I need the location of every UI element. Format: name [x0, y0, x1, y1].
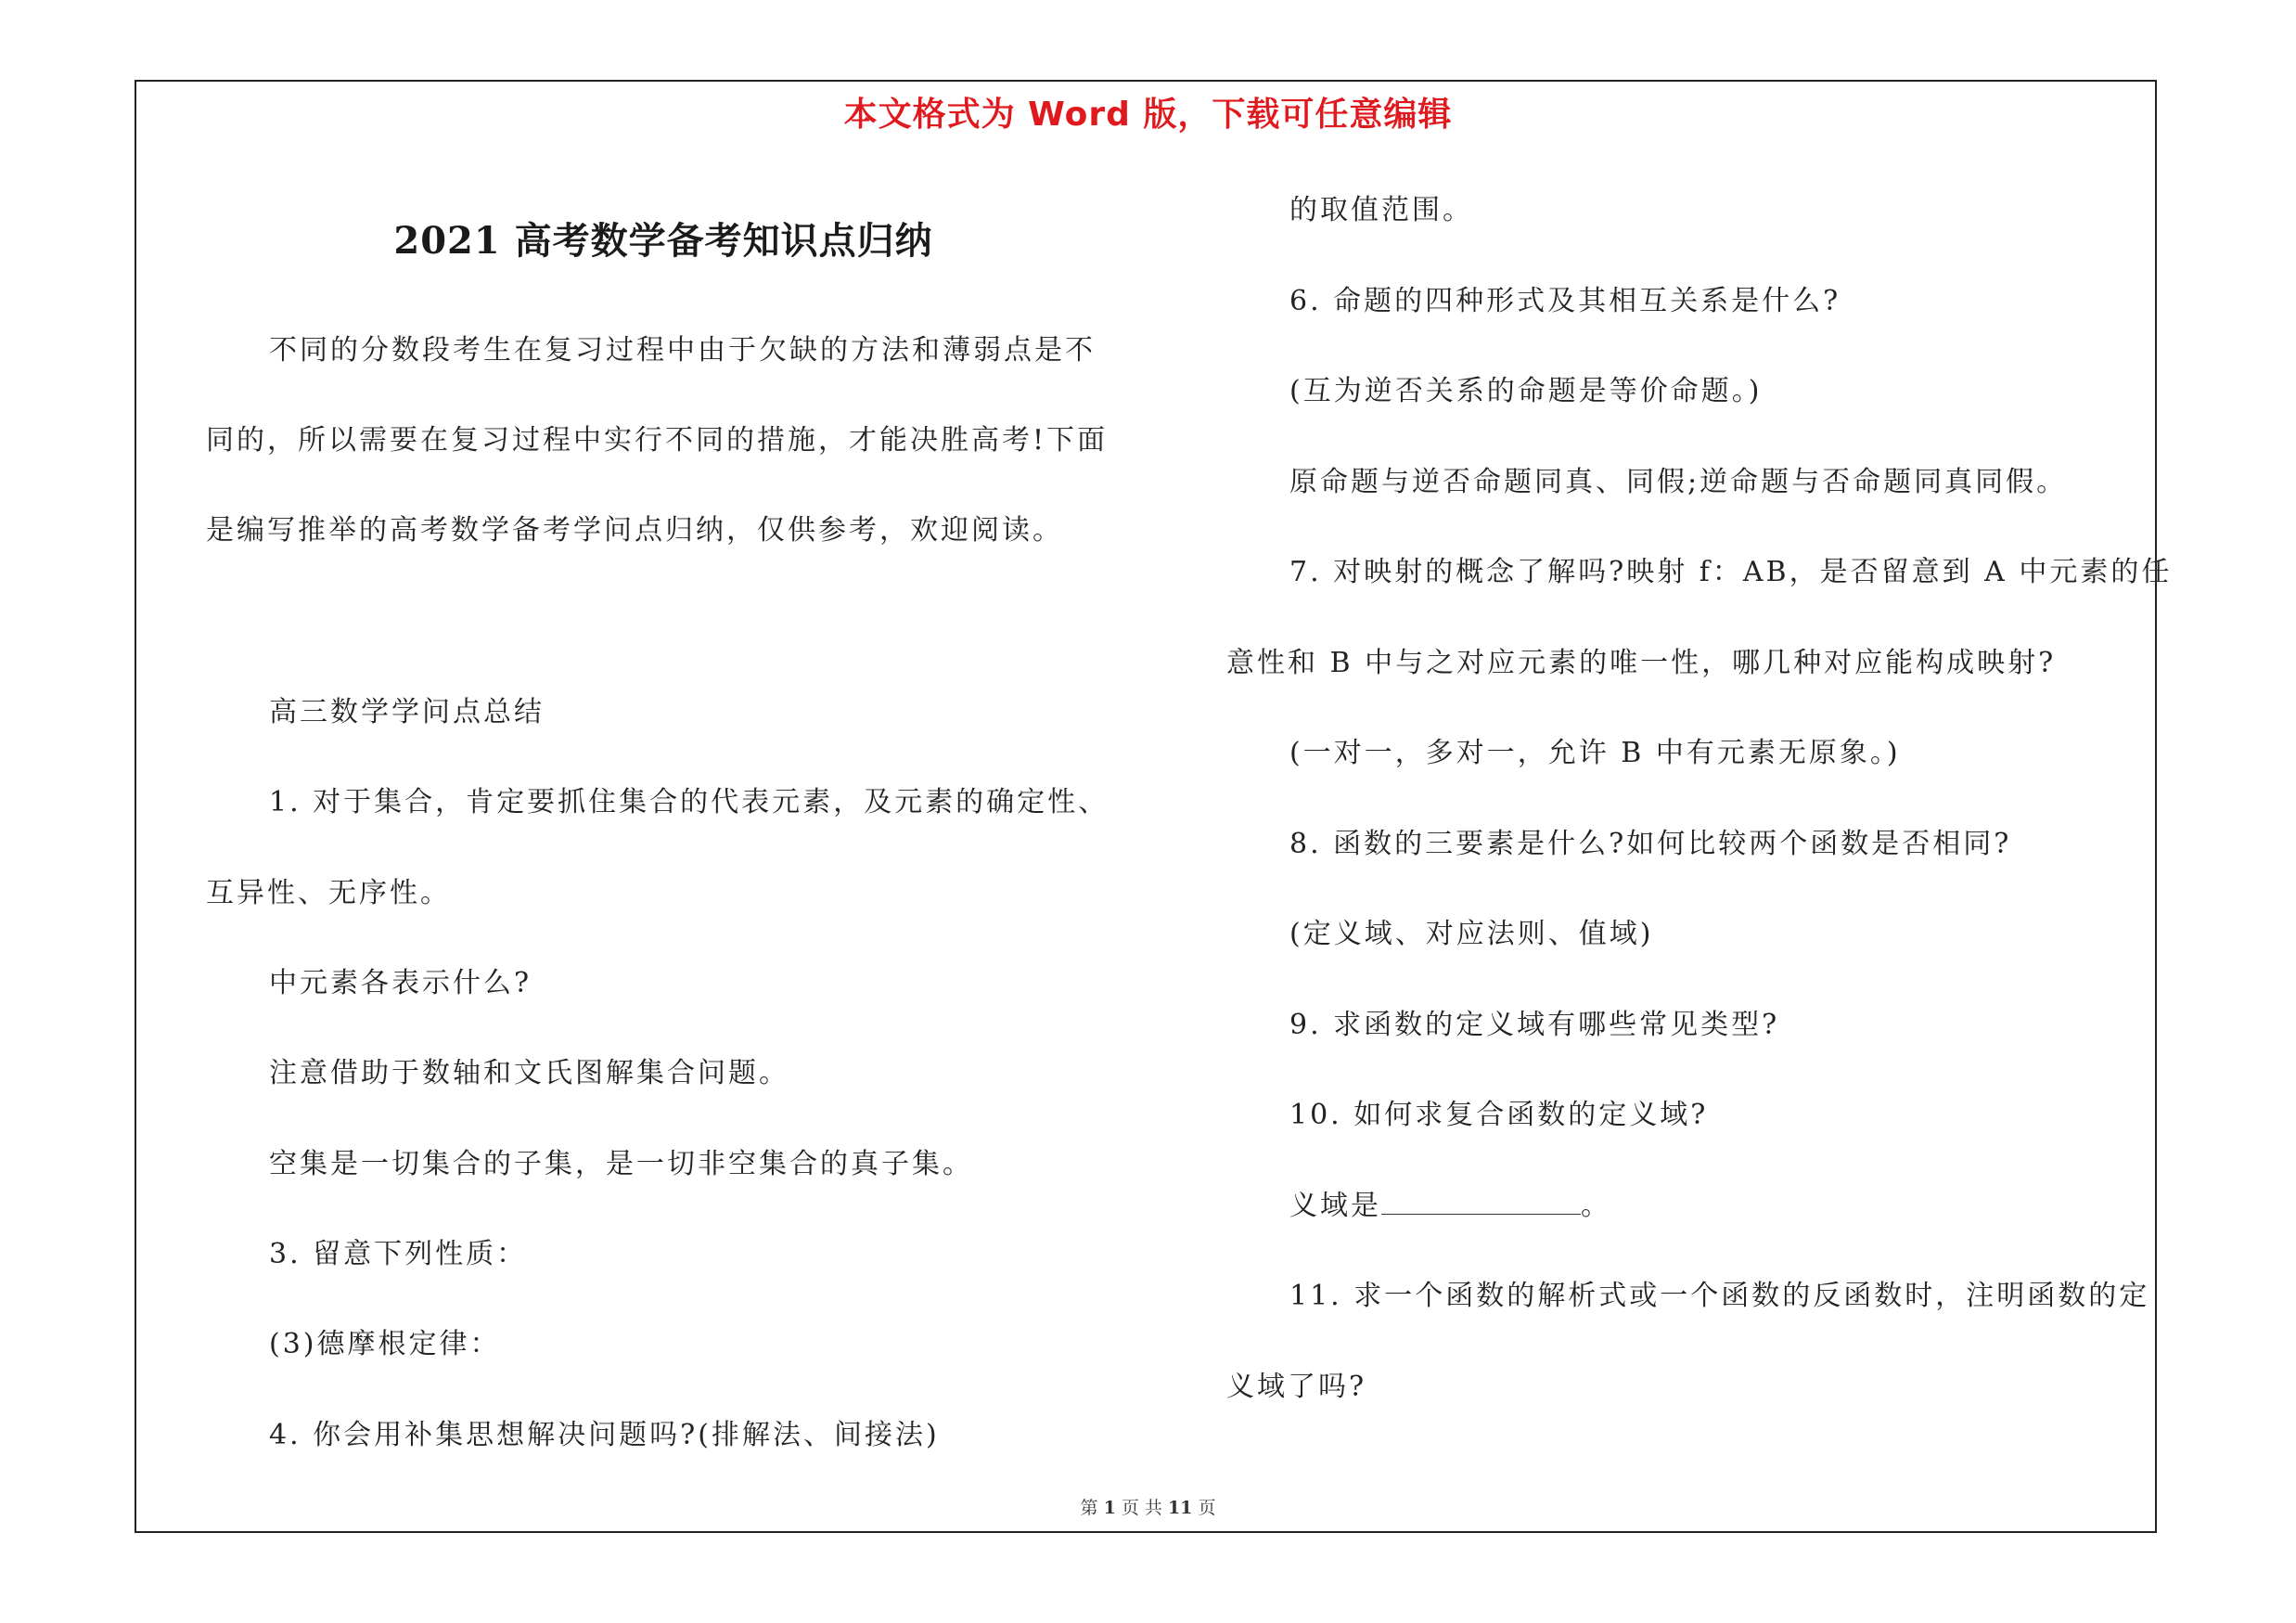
- left-line-9: 空集是一切集合的子集，是一切非空集合的真子集。: [269, 1148, 973, 1180]
- right-line-11: 10. 如何求复合函数的定义域?: [1289, 1099, 1709, 1131]
- right-line-6: 意性和 B 中与之对应元素的唯一性，哪几种对应能构成映射?: [1226, 647, 2057, 679]
- right-line-10: 9. 求函数的定义域有哪些常见类型?: [1289, 1009, 1780, 1041]
- right-line-4: 原命题与逆否命题同真、同假;逆命题与否命题同真同假。: [1289, 466, 2068, 498]
- right-line-9: (定义域、对应法则、值域): [1289, 918, 1654, 950]
- document-title: 2021 高考数学备考知识点归纳: [393, 219, 933, 263]
- left-line-10: 3. 留意下列性质：: [269, 1238, 528, 1270]
- left-line-11: (3)德摩根定律：: [269, 1328, 501, 1360]
- footer-prefix: 第: [1080, 1498, 1098, 1518]
- left-line-7: 中元素各表示什么?: [269, 967, 532, 999]
- right-line-2: 6. 命题的四种形式及其相互关系是什么?: [1289, 285, 1841, 317]
- left-line-2: 同的，所以需要在复习过程中实行不同的措施，才能决胜高考!下面: [206, 424, 1109, 457]
- right-line-3: (互为逆否关系的命题是等价命题。): [1289, 375, 1763, 407]
- right-line-5: 7. 对映射的概念了解吗?映射 f：AB，是否留意到 A 中元素的任: [1289, 556, 2173, 588]
- fill-in-blank: [1381, 1191, 1581, 1215]
- left-line-3: 是编写推举的高考数学备考学问点归纳，仅供参考，欢迎阅读。: [206, 514, 1063, 547]
- right-line-7: (一对一，多对一，允许 B 中有元素无原象。): [1289, 737, 1901, 769]
- footer-suffix: 页: [1198, 1498, 1216, 1518]
- left-line-5: 1. 对于集合，肯定要抓住集合的代表元素，及元素的确定性、: [269, 786, 1110, 818]
- footer-total-pages: 11: [1167, 1498, 1193, 1518]
- left-line-1: 不同的分数段考生在复习过程中由于欠缺的方法和薄弱点是不: [269, 334, 1096, 367]
- right-line-12: [1289, 1188, 1611, 1225]
- left-line-6: 互异性、无序性。: [206, 877, 451, 909]
- footer-mid: 页 共: [1121, 1498, 1162, 1518]
- left-line-8: 注意借助于数轴和文氏图解集合问题。: [269, 1057, 789, 1089]
- footer-page-number: 1: [1103, 1498, 1116, 1518]
- word-format-banner: 本文格式为 Word 版，下载可任意编辑: [843, 96, 1453, 134]
- left-line-12: 4. 你会用补集思想解决问题吗?(排解法、间接法): [269, 1419, 940, 1451]
- right-line-14: 义域了吗?: [1226, 1371, 1367, 1403]
- page-footer: [0, 1494, 2296, 1519]
- right-line-1: 的取值范围。: [1289, 194, 1473, 226]
- domain-fill-period: 。: [1581, 1190, 1611, 1222]
- right-line-13: 11. 求一个函数的解析式或一个函数的反函数时，注明函数的定: [1289, 1280, 2150, 1312]
- domain-fill-label: 义域是: [1289, 1190, 1381, 1222]
- right-line-8: 8. 函数的三要素是什么?如何比较两个函数是否相同?: [1289, 828, 2012, 860]
- left-line-4: 高三数学学问点总结: [269, 696, 545, 728]
